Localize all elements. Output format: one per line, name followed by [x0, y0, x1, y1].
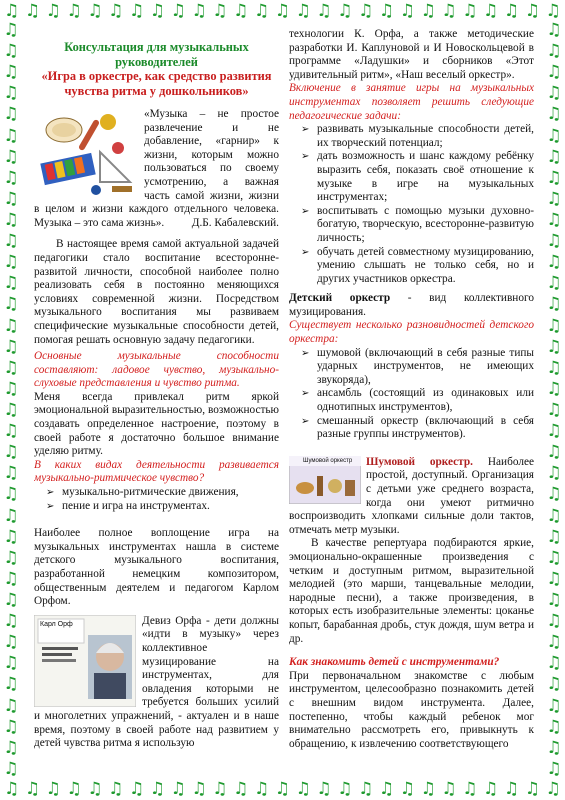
- music-note-icon: ♫: [3, 505, 19, 526]
- music-note-icon: ♫: [546, 209, 562, 230]
- music-note-icon: ♫: [3, 547, 19, 568]
- music-note-icon: ♫: [295, 778, 311, 799]
- music-note-icon: ♫: [441, 0, 457, 21]
- list-item: ➢ развивать музыкальные способности детей, их творческий потенциал;: [301, 123, 534, 149]
- music-note-icon: ♫: [546, 695, 562, 716]
- music-note-icon: ♫: [3, 442, 19, 463]
- music-note-icon: ♫: [546, 399, 562, 420]
- para-repertoire: В качестве репертуара подбираются яркие, эмоционально-окрашенные произведения с четким и доступным ритмом, выразительной мелодией (это марши, танцевальные мелодии, народные песни), а также произведения, в которых есть изобразительные элементы: цоканье копыт, барабанная дробь, стук дождя, шум ветра и др.: [289, 537, 534, 645]
- kinds-intro: Существует несколько разновидностей детского оркестра:: [289, 319, 534, 346]
- music-note-icon: ♫: [546, 315, 562, 336]
- music-note-icon: ♫: [3, 674, 19, 695]
- music-note-icon: ♫: [378, 778, 395, 799]
- music-note-icon: ♫: [483, 778, 499, 799]
- arrow-icon: ➢: [46, 487, 55, 499]
- music-note-icon: ♫: [191, 0, 207, 21]
- music-note-icon: ♫: [546, 737, 562, 758]
- arrow-icon: ➢: [301, 246, 310, 258]
- music-note-icon: ♫: [546, 83, 562, 104]
- music-note-icon: ♫: [3, 273, 19, 294]
- music-note-icon: ♫: [546, 589, 562, 610]
- arrow-icon: ➢: [301, 415, 310, 427]
- title-topic: «Игра в оркестре, как средство развития чувства ритма у дошкольников»: [41, 69, 272, 98]
- music-note-icon: ♫: [233, 778, 249, 799]
- border-bottom: [0, 778, 565, 800]
- music-note-icon: ♫: [546, 442, 562, 463]
- right-column: [289, 28, 534, 774]
- music-note-icon: ♫: [128, 778, 145, 799]
- arrow-icon: ➢: [301, 347, 310, 359]
- music-note-icon: ♫: [108, 0, 124, 21]
- document-page: [34, 28, 534, 774]
- music-note-icon: ♫: [24, 778, 41, 799]
- music-note-icon: ♫: [3, 41, 19, 62]
- music-note-icon: ♫: [358, 778, 374, 799]
- music-note-icon: ♫: [233, 0, 249, 21]
- music-note-icon: ♫: [546, 357, 562, 378]
- para-rhythm: Меня всегда привлекал ритм яркой эмоциональной выразительностью, возможностью создавать определенное настроение, поэтому в своей работе я достаточно большое внимание уделяю ритму.: [34, 390, 279, 458]
- list-item: ➢ музыкально-ритмические движения,: [46, 486, 239, 499]
- music-note-icon: ♫: [3, 568, 19, 589]
- arrow-icon: ➢: [46, 500, 55, 512]
- arrow-icon: ➢: [301, 124, 310, 136]
- arrow-icon: ➢: [301, 388, 310, 400]
- music-note-icon: ♫: [546, 653, 562, 674]
- music-note-icon: ♫: [546, 62, 562, 83]
- music-note-icon: ♫: [3, 695, 19, 716]
- music-note-icon: ♫: [66, 778, 82, 799]
- music-note-icon: ♫: [128, 0, 145, 21]
- music-note-icon: ♫: [546, 294, 562, 315]
- music-note-icon: ♫: [3, 315, 19, 336]
- music-note-icon: ♫: [546, 758, 562, 779]
- music-note-icon: ♫: [3, 336, 19, 357]
- para-introduction: При первоначальном знакомстве с любым инструментом, целесообразно познакомить детей с внешним видом инструмента. Далее, постепенно, чтобы каждый ребенок мог внимательно рассмотреть его, привыкнуть к обращению, к извлечению соответствующего: [289, 669, 534, 750]
- music-note-icon: ♫: [87, 778, 103, 799]
- music-note-icon: ♫: [3, 716, 19, 737]
- music-note-icon: ♫: [4, 778, 20, 799]
- music-note-icon: ♫: [546, 526, 562, 547]
- music-note-icon: ♫: [316, 778, 332, 799]
- border-left: [0, 22, 22, 778]
- music-note-icon: ♫: [3, 104, 19, 125]
- music-note-icon: ♫: [546, 146, 562, 167]
- music-note-icon: ♫: [546, 104, 562, 125]
- instruments-image: [34, 108, 138, 200]
- border-right: [543, 22, 565, 778]
- music-note-icon: ♫: [420, 778, 436, 799]
- music-note-icon: ♫: [546, 167, 562, 188]
- music-note-icon: ♫: [546, 568, 562, 589]
- music-note-icon: ♫: [399, 778, 415, 799]
- noise-orchestra-image: [289, 456, 361, 504]
- music-note-icon: ♫: [87, 0, 103, 21]
- music-note-icon: ♫: [66, 0, 82, 21]
- music-note-icon: ♫: [3, 252, 19, 273]
- para-methods: технологии К. Орфа, а также методические разработки И. Каплуновой и И Новоскольцевой в программе «Ладушки» и сборников «Этот удивительный ритм», «Наш веселый оркестр».: [289, 28, 534, 81]
- kinds-list: [289, 347, 534, 442]
- music-note-icon: ♫: [3, 125, 19, 146]
- music-note-icon: ♫: [546, 378, 562, 399]
- music-note-icon: ♫: [462, 0, 478, 21]
- music-note-icon: ♫: [358, 0, 374, 21]
- music-note-icon: ♫: [253, 778, 270, 799]
- music-note-icon: ♫: [3, 484, 19, 505]
- music-note-icon: ♫: [3, 294, 19, 315]
- music-note-icon: ♫: [253, 0, 270, 21]
- list-item: ➢ воспитывать с помощью музыки духовно-богатую, творческую, всесторонне-развитую личность;: [301, 204, 534, 244]
- music-note-icon: ♫: [191, 778, 207, 799]
- music-note-icon: ♫: [3, 357, 19, 378]
- music-note-icon: ♫: [212, 0, 228, 21]
- music-note-icon: ♫: [546, 20, 562, 40]
- list-item: ➢ шумовой (включающий в себя разные типы ударных инструментов, не имеющих звукоряда),: [301, 346, 534, 386]
- activities-question: В каких видах деятельности развивается музыкально-ритмическое чувство?: [34, 458, 279, 485]
- orff-book-image: [34, 615, 136, 707]
- music-note-icon: ♫: [3, 188, 19, 209]
- music-note-icon: ♫: [212, 778, 228, 799]
- kabalevsky-quote: «Музыка – не простое развлечение и не добавление, «гарнир» к жизни, которым можно пользоваться по своему усмотрению, а важная часть самой жизни, жизни в целом и жизни каждого отдельного человека. Музыка – это сама жизнь».: [34, 108, 279, 229]
- activities-list: [34, 486, 279, 513]
- music-note-icon: ♫: [545, 778, 561, 799]
- music-note-icon: ♫: [546, 336, 562, 357]
- music-note-icon: ♫: [4, 0, 20, 21]
- title-consultation: Консультация для музыкальных руководителей: [64, 40, 249, 69]
- quote-author: Д.Б. Кабалевский.: [191, 216, 279, 229]
- music-note-icon: ♫: [3, 209, 19, 230]
- music-note-icon: ♫: [503, 0, 520, 21]
- border-top: [0, 0, 565, 22]
- list-item: ➢ обучать детей совместному музицированию, умению слышать не только себя, но и других участников оркестра.: [301, 245, 534, 285]
- music-note-icon: ♫: [3, 231, 19, 252]
- left-column: [34, 28, 279, 774]
- book-caption: Карл Орф: [40, 620, 73, 628]
- list-item: ➢ дать возможность и шанс каждому ребёнку выразить себя, показать своё отношение к музыке в игре на музыкальных инструментах;: [301, 150, 534, 204]
- music-note-icon: ♫: [546, 41, 562, 62]
- music-note-icon: ♫: [3, 399, 19, 420]
- music-note-icon: ♫: [3, 611, 19, 632]
- list-item: ➢ пение и игра на инструментах.: [46, 499, 210, 512]
- music-note-icon: ♫: [546, 125, 562, 146]
- music-note-icon: ♫: [378, 0, 395, 21]
- para-motto: Девиз Орфа - дети должны «идти в музыку» через коллективное музицирование на инструментах, для овладения которыми не требуется больших усилий и многолетних упражнений, - актуален и в наше время, поэтому в своей работе над развитием у детей чувства ритма я использую: [34, 614, 279, 750]
- noise-orchestra-block: [289, 456, 534, 538]
- music-note-icon: ♫: [524, 778, 540, 799]
- list-item: ➢ ансамбль (состоящий из одинаковых или однотипных инструментов),: [301, 387, 534, 414]
- music-note-icon: ♫: [274, 0, 291, 21]
- para-orff: Наиболее полное воплощение игра на музыкальных инструментах нашла в системе детского музыкального воспитания, разработанной немецким композитором, общественным деятелем и педагогом Карлом Орфом.: [34, 527, 279, 608]
- music-note-icon: ♫: [295, 0, 311, 21]
- music-note-icon: ♫: [503, 778, 520, 799]
- music-note-icon: ♫: [3, 463, 19, 484]
- music-note-icon: ♫: [524, 0, 540, 21]
- music-note-icon: ♫: [274, 778, 291, 799]
- music-note-icon: ♫: [3, 20, 19, 40]
- music-note-icon: ♫: [420, 0, 436, 21]
- music-note-icon: ♫: [170, 778, 186, 799]
- music-note-icon: ♫: [546, 421, 562, 442]
- music-note-icon: ♫: [3, 589, 19, 610]
- music-note-icon: ♫: [3, 62, 19, 83]
- music-note-icon: ♫: [546, 505, 562, 526]
- music-note-icon: ♫: [546, 611, 562, 632]
- instruments-question: Как знакомить детей с инструментами?: [289, 656, 500, 669]
- music-note-icon: ♫: [3, 758, 19, 779]
- music-note-icon: ♫: [3, 526, 19, 547]
- noise-orchestra-text: Шумовой оркестр. Наиболее простой, доступный. Организация с детьми уже среднего возраста, когда они умеют ритмично воспроизводить хлопками сильные доли тактов, отмечать метр музыки.: [289, 455, 534, 536]
- music-note-icon: ♫: [546, 547, 562, 568]
- arrow-icon: ➢: [301, 205, 310, 217]
- orchestra-definition: Детский оркестр - вид коллективного музицирования.: [289, 292, 534, 318]
- music-note-icon: ♫: [546, 231, 562, 252]
- music-note-icon: ♫: [337, 778, 353, 799]
- music-note-icon: ♫: [3, 167, 19, 188]
- music-note-icon: ♫: [170, 0, 186, 21]
- music-note-icon: ♫: [3, 83, 19, 104]
- music-note-icon: ♫: [462, 778, 478, 799]
- music-note-icon: ♫: [108, 778, 124, 799]
- music-note-icon: ♫: [483, 0, 499, 21]
- noise-image-caption: Шумовой оркестр: [303, 457, 353, 464]
- music-note-icon: ♫: [3, 632, 19, 653]
- music-note-icon: ♫: [546, 484, 562, 505]
- music-note-icon: ♫: [546, 188, 562, 209]
- music-note-icon: ♫: [337, 0, 353, 21]
- music-note-icon: ♫: [24, 0, 41, 21]
- music-note-icon: ♫: [3, 146, 19, 167]
- music-note-icon: ♫: [3, 378, 19, 399]
- music-note-icon: ♫: [546, 252, 562, 273]
- music-note-icon: ♫: [546, 463, 562, 484]
- music-note-icon: ♫: [45, 778, 61, 799]
- music-note-icon: ♫: [45, 0, 61, 21]
- music-note-icon: ♫: [149, 0, 166, 21]
- music-note-icon: ♫: [546, 273, 562, 294]
- music-note-icon: ♫: [546, 716, 562, 737]
- arrow-icon: ➢: [301, 151, 310, 163]
- music-note-icon: ♫: [441, 778, 457, 799]
- music-note-icon: ♫: [3, 421, 19, 442]
- abilities-note: Основные музыкальные способности составляют: ладовое чувство, музыкально-слуховые представления и чувство ритма.: [34, 350, 279, 390]
- tasks-intro: Включение в занятие игры на музыкальных инструментах позволяет решить следующие педагогические задачи:: [289, 82, 534, 122]
- music-note-icon: ♫: [3, 653, 19, 674]
- tasks-list: [289, 123, 534, 286]
- para-intro: В настоящее время самой актуальной задачей педагогики стало воспитание всесторонне-развитой личности, способной наиболее полно реализовать себя в постоянно меняющихся условиях современной жизни. Посредством музыкального воспитания мы развиваем специфические музыкальные способности детей, помогая решать основную задачу педагогики.: [34, 238, 279, 346]
- music-note-icon: ♫: [3, 737, 19, 758]
- music-note-icon: ♫: [546, 632, 562, 653]
- music-note-icon: ♫: [545, 0, 561, 21]
- music-note-icon: ♫: [546, 674, 562, 695]
- music-note-icon: ♫: [399, 0, 415, 21]
- music-note-icon: ♫: [149, 778, 166, 799]
- list-item: ➢ смешанный оркестр (включающий в себя разные группы инструментов).: [301, 414, 534, 441]
- music-note-icon: ♫: [316, 0, 332, 21]
